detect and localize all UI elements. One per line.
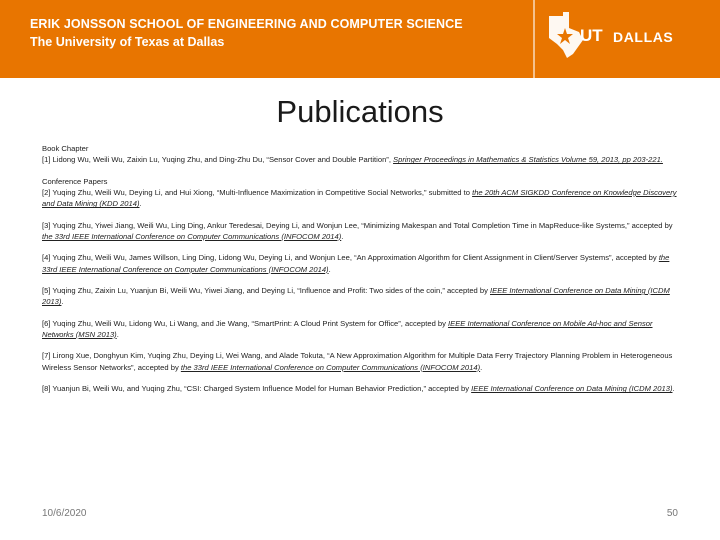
logo-divider bbox=[533, 0, 535, 78]
entry-venue: Springer Proceedings in Mathematics & Statistics Volume 59, 2013, pp 203-221. bbox=[393, 155, 663, 165]
publication-entry-8 bbox=[42, 383, 682, 394]
entry-end: . bbox=[480, 362, 483, 372]
entry-authors-title: [1] Lidong Wu, Weili Wu, Zaixin Lu, Yuqing Zhu, and Ding-Zhu Du, “Sensor Cover and Double Partition”, bbox=[42, 155, 394, 165]
entry-venue: IEEE International Conference on Data Mining (ICDM 2013) bbox=[42, 286, 670, 307]
header-banner bbox=[0, 0, 720, 78]
entry-authors-title: [3] Yuqing Zhu, Yiwei Jiang, Weili Wu, Ling Ding, Ankur Teredesai, Deying Li, and Wonjun Lee, “Minimizing Makespan and Total Completion Time in MapReduce-like Systems,” accepted by bbox=[42, 220, 673, 230]
entry-authors-title: [5] Yuqing Zhu, Zaixin Lu, Yuanjun Bi, Weili Wu, Yiwei Jiang, and Deying Li, “Influence and Profit: Two sides of the coin,” accepted by bbox=[42, 286, 491, 296]
publication-list bbox=[42, 143, 682, 405]
entry-venue: IEEE International Conference on Data Mining (ICDM 2013) bbox=[471, 384, 673, 394]
entry-end: . bbox=[139, 199, 142, 209]
publication-entry-2 bbox=[42, 187, 682, 209]
publication-entry-7 bbox=[42, 350, 682, 372]
entry-end: . bbox=[672, 384, 675, 394]
entry-venue: the 20th ACM SIGKDD Conference on Knowledge Discovery and Data Mining (KDD 2014) bbox=[42, 187, 677, 209]
footer-date: 10/6/2020 bbox=[42, 508, 87, 519]
entry-end: . bbox=[328, 264, 331, 274]
section-heading-book-chapter: Book Chapter bbox=[42, 144, 89, 153]
entry-authors-title: [6] Yuqing Zhu, Weili Wu, Lidong Wu, Li Wang, and Jie Wang, “SmartPrint: A Cloud Print System for Office”, accepted by bbox=[42, 318, 449, 328]
entry-authors-title: [4] Yuqing Zhu, Weili Wu, James Willson, Ling Ding, Lidong Wu, Deying Li, and Wonjun Lee, “An Approximation Algorithm for Client Assignment in Client/Server Systems”, accepted by bbox=[42, 253, 659, 263]
page-title: Publications bbox=[276, 94, 444, 129]
school-name: ERIK JONSSON SCHOOL OF ENGINEERING AND COMPUTER SCIENCE bbox=[30, 17, 463, 31]
publication-entry-1 bbox=[42, 154, 682, 165]
entry-authors-title: [8] Yuanjun Bi, Weili Wu, and Yuqing Zhu, “CSI: Charged System Influence Model for Human Behavior Prediction,” accepted by bbox=[42, 384, 472, 394]
entry-venue: the 33rd IEEE International Conference on Computer Communications (INFOCOM 2014) bbox=[42, 231, 342, 241]
logo-dallas-text: DALLAS bbox=[613, 29, 674, 45]
entry-end: . bbox=[341, 231, 344, 241]
publication-entry-3 bbox=[42, 220, 682, 242]
texas-star-icon bbox=[545, 10, 585, 60]
entry-end: . bbox=[61, 297, 64, 307]
university-name: The University of Texas at Dallas bbox=[30, 35, 225, 49]
entry-authors-title: [7] Lirong Xue, Donghyun Kim, Yuqing Zhu, Deying Li, Wei Wang, and Alade Tokuta, “A New Approximation Algorithm for Multiple Data Ferry Trajectory Planning Problem in Heterogeneous Wireless Sensor Networks”, accepted by bbox=[42, 351, 673, 372]
section-heading-conference-papers: Conference Papers bbox=[42, 176, 108, 186]
page-number: 50 bbox=[666, 508, 678, 519]
entry-venue: the 33rd IEEE International Conference on Computer Communications (INFOCOM 2014) bbox=[180, 362, 481, 372]
entry-venue: IEEE International Conference on Mobile Ad-hoc and Sensor Networks (MSN 2013) bbox=[42, 318, 653, 339]
publication-entry-4 bbox=[42, 252, 682, 274]
publication-entry-6 bbox=[42, 318, 682, 340]
logo-ut-text: UT bbox=[580, 26, 603, 45]
utd-logo bbox=[545, 10, 695, 60]
entry-end: . bbox=[116, 329, 119, 339]
publication-entry-5 bbox=[42, 285, 682, 307]
entry-authors-title: [2] Yuqing Zhu, Weili Wu, Deying Li, and Hui Xiong, “Multi-Influence Maximization in Competitive Social Networks,” submitted to bbox=[42, 187, 473, 197]
entry-venue: the 33rd IEEE International Conference on Computer Communications (INFOCOM 2014) bbox=[42, 253, 670, 274]
